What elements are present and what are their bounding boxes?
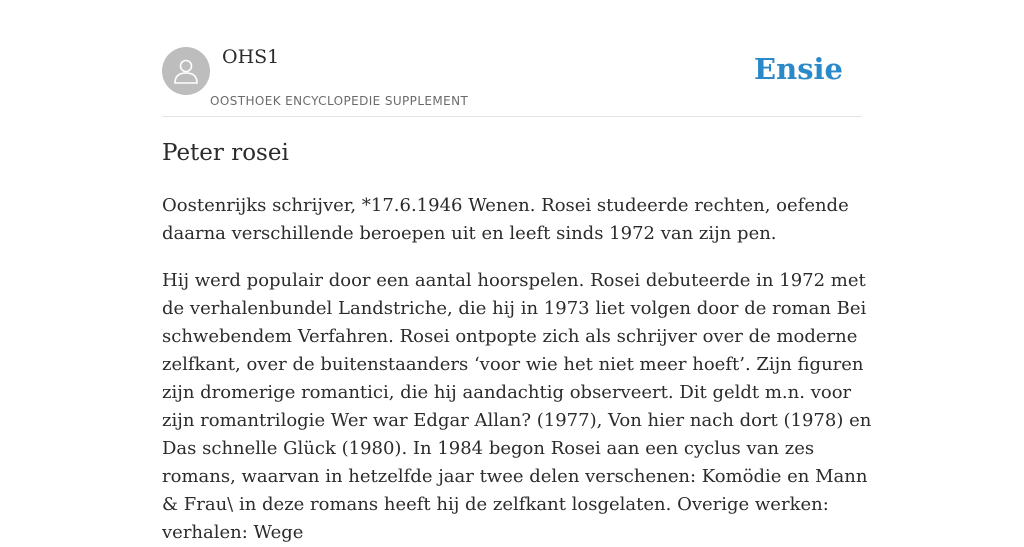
article-page <box>162 0 872 543</box>
article-paragraph: Oostenrijks schrijver, *17.6.1946 Wenen. Rosei studeerde rechten, oefende daarna verschillende beroepen uit en leeft sinds 1972 van zijn pen. <box>162 195 849 244</box>
source-label[interactable]: OOSTHOEK ENCYCLOPEDIE SUPPLEMENT <box>210 94 469 108</box>
avatar[interactable] <box>162 47 210 95</box>
article-paragraph: Hij werd populair door een aantal hoorspelen. Rosei debuteerde in 1972 met de verhalenbundel Landstriche, die hij in 1973 liet volgen door de roman Bei schwebendem Verfahren. Rosei ontpopte zich als schrijver over de moderne zelfkant, over de buitenstaanders ‘voor wie het niet meer hoeft’. Zijn figuren zijn dromerige romantici, die hij aandachtig observeert. Dit geldt m.n. voor zijn romantrilogie Wer war Edgar Allan? (1977), Von hier nach dort (1978) en Das schnelle Glück (1980). In 1984 begon Rosei aan een cyclus van zes romans, waarvan in hetzelfde jaar twee delen verschenen: Komödie en Mann & Frau\ in deze romans heeft hij de zelfkant losgelaten. Overige werken: verhalen: Wege <box>162 270 872 543</box>
article-title: Peter rosei <box>162 140 289 166</box>
author-name[interactable]: OHS1 <box>222 46 280 68</box>
user-icon <box>171 56 201 86</box>
article-header <box>162 0 862 117</box>
brand-logo[interactable]: Ensie <box>754 52 843 86</box>
